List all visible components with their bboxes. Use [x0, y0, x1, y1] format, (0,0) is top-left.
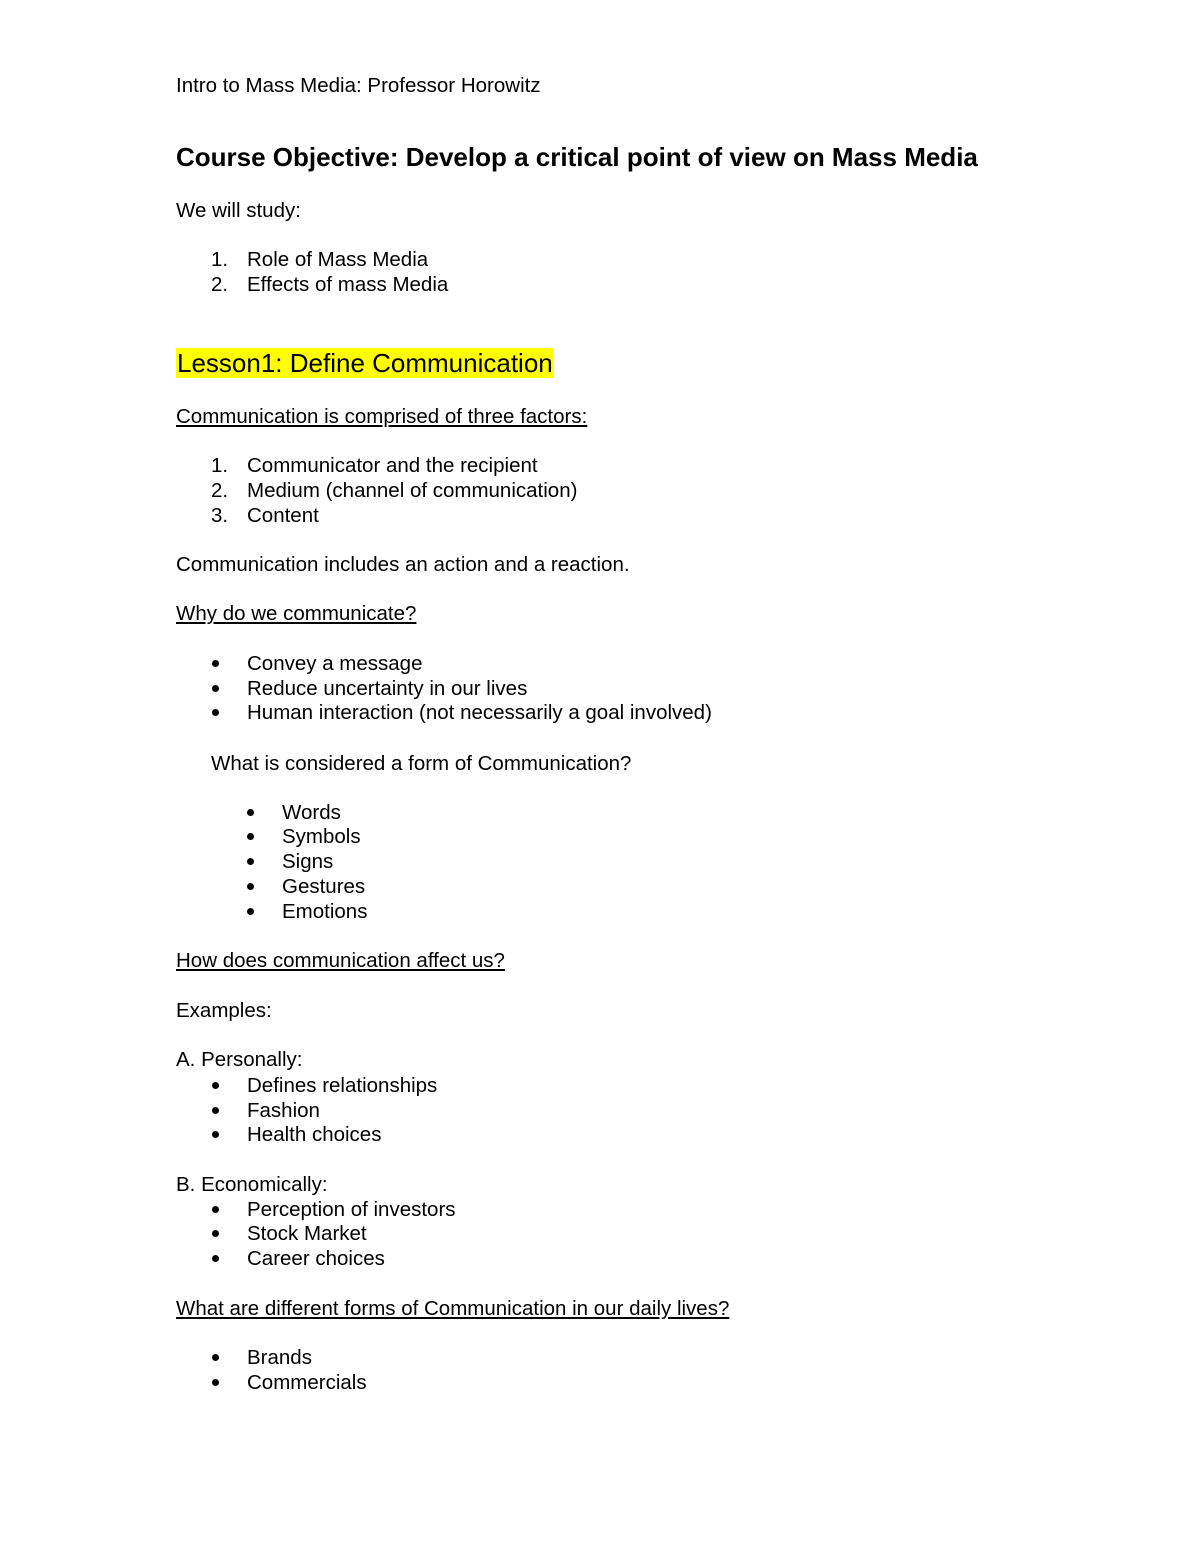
- bullet-icon: [212, 660, 219, 667]
- list-marker: 1.: [211, 454, 229, 477]
- bullet-icon: [212, 1230, 219, 1237]
- bullet-icon: [212, 1255, 219, 1262]
- list-item: Communicator and the recipient: [247, 454, 538, 477]
- bullet-icon: [212, 1107, 219, 1114]
- action-reaction-text: Communication includes an action and a reaction.: [176, 553, 630, 576]
- list-item: Stock Market: [247, 1222, 367, 1245]
- bullet-icon: [212, 685, 219, 692]
- list-item: Commercials: [247, 1371, 367, 1394]
- list-marker: 2.: [211, 479, 229, 502]
- list-item: Role of Mass Media: [247, 248, 429, 271]
- bullet-icon: [247, 858, 254, 865]
- list-item: Convey a message: [247, 652, 423, 675]
- list-item: Effects of mass Media: [247, 273, 449, 296]
- lesson1-heading-text: Lesson1: Define Communication: [177, 348, 553, 378]
- bullet-icon: [247, 809, 254, 816]
- list-item: Medium (channel of communication): [247, 479, 578, 502]
- why-heading: Why do we communicate?: [176, 602, 417, 625]
- bullet-icon: [247, 883, 254, 890]
- list-item: Human interaction (not necessarily a goal involved): [247, 701, 712, 724]
- forms-question: What is considered a form of Communication?: [211, 752, 632, 775]
- list-item: Fashion: [247, 1099, 320, 1122]
- lesson1-heading: [176, 347, 554, 379]
- bullet-icon: [212, 1379, 219, 1386]
- study-intro: We will study:: [176, 199, 301, 222]
- list-item: Brands: [247, 1346, 312, 1369]
- list-item: Gestures: [282, 875, 366, 898]
- factors-heading: Communication is comprised of three factors:: [176, 405, 588, 428]
- list-item: Reduce uncertainty in our lives: [247, 677, 528, 700]
- bullet-icon: [212, 1131, 219, 1138]
- list-item: Career choices: [247, 1247, 385, 1270]
- list-marker: 1.: [211, 248, 229, 271]
- list-marker: 3.: [211, 504, 229, 527]
- bullet-icon: [212, 1206, 219, 1213]
- bullet-icon: [212, 1354, 219, 1361]
- list-item: Content: [247, 504, 319, 527]
- course-title: Intro to Mass Media: Professor Horowitz: [176, 74, 541, 97]
- bullet-icon: [247, 908, 254, 915]
- list-item: Signs: [282, 850, 334, 873]
- personally-label: A. Personally:: [176, 1048, 303, 1071]
- list-item: Words: [282, 801, 341, 824]
- daily-heading: What are different forms of Communication in our daily lives?: [176, 1297, 730, 1320]
- list-marker: 2.: [211, 273, 229, 296]
- list-item: Defines relationships: [247, 1074, 438, 1097]
- examples-label: Examples:: [176, 999, 272, 1022]
- bullet-icon: [212, 1082, 219, 1089]
- affect-heading: How does communication affect us?: [176, 949, 505, 972]
- course-objective-heading: Course Objective: Develop a critical point of view on Mass Media: [176, 142, 978, 172]
- bullet-icon: [247, 833, 254, 840]
- list-item: Emotions: [282, 900, 368, 923]
- list-item: Perception of investors: [247, 1198, 456, 1221]
- bullet-icon: [212, 709, 219, 716]
- economically-label: B. Economically:: [176, 1173, 328, 1196]
- list-item: Health choices: [247, 1123, 382, 1146]
- list-item: Symbols: [282, 825, 361, 848]
